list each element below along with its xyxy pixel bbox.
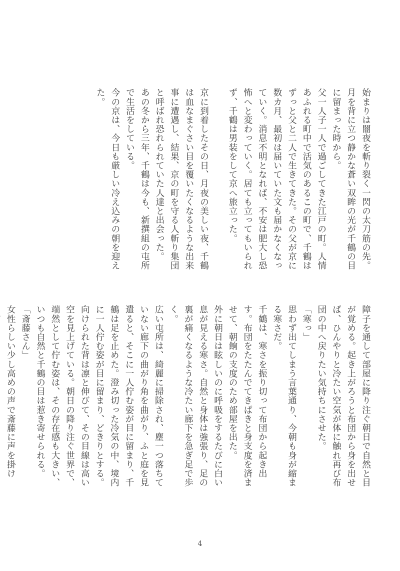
page-number: 4	[197, 540, 203, 548]
top-text-block	[27, 88, 372, 278]
bottom-text-block	[4, 305, 372, 495]
paragraph: 京に到着したその日、月夜の美しい夜、千鶴は血なまぐさい目を覆いたくなるような出来事に遭遇し、結果、京の町を守る人斬り集団と呼ばれ恐れられていた人達と出会った。	[153, 88, 209, 270]
paragraph: 広い屯所は、綺麗に掃除され、塵一つ落ちていない廊下の曲がり角を曲がり、ふと庭を見遣ると、そこに一人佇む姿が目に留まり、千鶴は足を止めた。澄み切った冷気の中、境内に一人佇む姿が目に留まり、どきりとする。向けられた背は凛と伸びて、その目線は高い空を見上げている。朝日の降り注ぐ世界で、端然として佇む姿は、その存在感も大きい、いつも自然と千鶴の目は惹き寄せられる。	[34, 305, 163, 487]
paragraph: 思わず出てしまう言葉通り、今朝も身が縮まる寒さだ。	[271, 305, 297, 487]
paragraph: 始まりは闇夜を斬り裂く一閃の太刀筋の先。	[360, 88, 370, 270]
paragraph: 月を背に立つ静かな蒼い双眸の光が千鶴の目に留まった時から。	[330, 88, 356, 270]
paragraph: 女性らしい少し高めの声で斎藤に声を掛け	[4, 305, 15, 478]
paragraph: あの冬から三年、千鶴は今も、新撰組の屯所で生活をしている。	[124, 88, 149, 270]
paragraph: 今の京は、今日も厳しい冷え込みの朝を迎えた。	[94, 88, 120, 270]
paragraph: 障子を通して部屋に降り注ぐ朝日で自然と目が覚める。起き上がろうと布団から身を出せば、ひんやりと冷たい空気が体に触れ再び布団の中へ戻りたい気持ちにさせた。	[315, 305, 370, 487]
paragraph: 父一人子一人で過ごしてきた江戸の町。人情あふれる町中で活気のあるこの町で、千鶴はずっと父と二人で生きてきた。その父が京に数カ月、最初は届いていた文も届かなくなっていく。消息不明となれば、不安は肥大し恐怖へと変わっていく。居ても立ってもいられず、千鶴は男装をして京へ旅立った。	[226, 88, 326, 270]
paragraph: 千鶴は、寒さを振り切って布団から起き出す。布団をたたんでてきぱきと身支度を済ませて、朝餉の支度のため部屋を出た。	[226, 305, 267, 487]
dialogue-line: 「斎藤さん」	[19, 305, 30, 360]
dialogue-line: 「寒っ」	[300, 305, 311, 342]
paragraph: 外に朝日は眩しいのに呼吸をするたびに白い息が見える寒さ。自然と身体は強張り、足の裏が痛くなるような冷たい廊下を急ぎ足で歩く。	[167, 305, 223, 487]
